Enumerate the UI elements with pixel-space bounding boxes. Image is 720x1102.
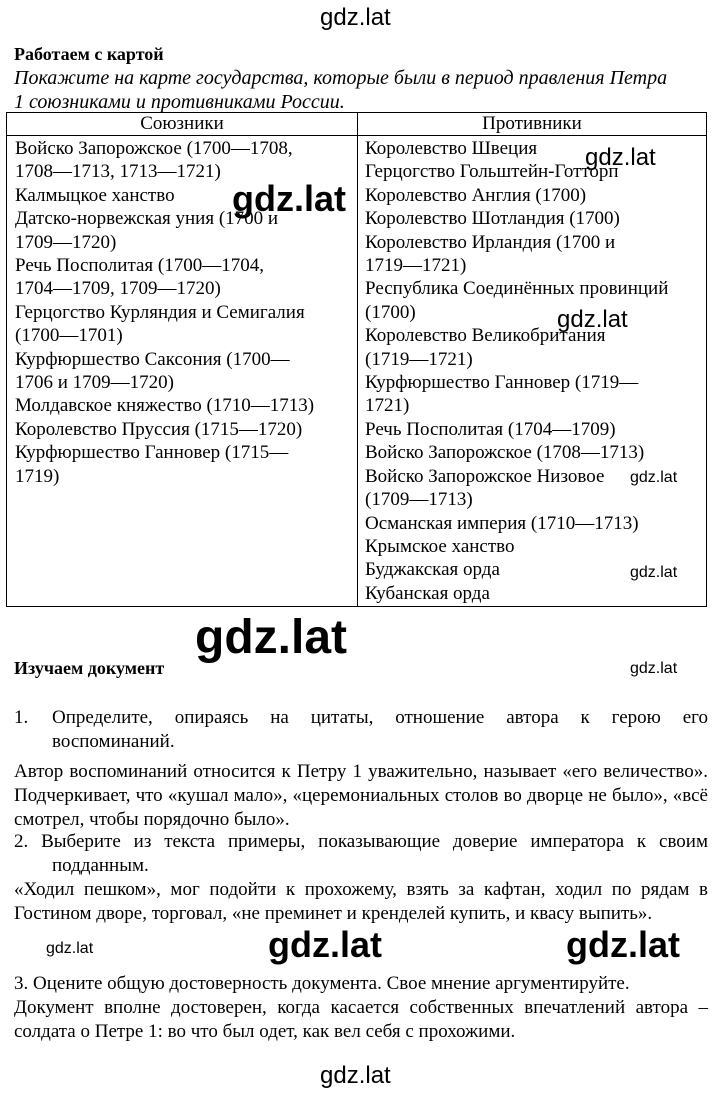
enemies-line: (1709—1713) <box>365 489 473 511</box>
enemies-line: 1719—1721) <box>365 255 467 277</box>
enemies-line: Войско Запорожское Низовое <box>365 465 605 487</box>
question-2-text: 2. Выберите из текста примеры, показывающие доверие императора к своим подданным. <box>14 831 708 876</box>
enemies-line: Королевство Великобритания <box>365 325 606 347</box>
watermark-table-3: gdz.lat <box>557 306 628 333</box>
allies-line: Курфюршество Саксония (1700— <box>15 348 290 370</box>
allies-line: Курфюршество Ганновер (1715— <box>15 442 289 464</box>
allies-line: 1719) <box>15 465 60 487</box>
enemies-line: Королевство Швеция <box>365 138 538 159</box>
enemies-line: Буджакская орда <box>365 559 500 581</box>
watermark-bottom: gdz.lat <box>320 1062 391 1089</box>
watermark-big-center: gdz.lat <box>195 611 347 664</box>
map-section-title: Работаем с картой <box>14 44 164 64</box>
watermark-table-2: gdz.lat <box>232 178 346 219</box>
question-1-line-2: воспоминаний. <box>52 731 175 752</box>
enemies-line: Кубанская орда <box>365 582 490 604</box>
question-3: 3. Оцените общую достоверность документа. Свое мнение аргументируйте. <box>14 973 630 994</box>
enemies-line: Речь Посполитая (1704—1709) <box>365 418 616 440</box>
enemies-line: (1700) <box>365 301 416 323</box>
allies-line: 1708—1713, 1713—1721) <box>15 161 221 183</box>
question-1-number: 1. <box>14 707 29 728</box>
allies-line: Молдавское княжество (1710—1713) <box>15 395 315 417</box>
allies-line: Калмыцкое ханство <box>15 184 175 206</box>
enemies-line: Республика Соединённых провинций <box>365 278 669 300</box>
enemies-line: Королевство Шотландия (1700) <box>365 208 620 230</box>
answer-3: Документ вполне достоверен, когда касается собственных впечатлений автора – солдата о Петре 1: во что был одет, как вел себя с прохожими. <box>14 997 708 1042</box>
enemies-line: Герцогство Гольштейн-Готторп <box>365 161 619 183</box>
answer-1: Автор воспоминаний относится к Петру 1 уважительно, называет «его величество». Подчеркивает, что «кушал мало», «церемониальных столов во дворце не было», «всё смотрел, чтобы порядочно было». <box>14 761 708 830</box>
enemies-line: Османская империя (1710—1713) <box>365 512 639 534</box>
watermark-doc-mid: gdz.lat <box>268 924 382 965</box>
enemies-line: Королевство Англия (1700) <box>365 184 587 206</box>
allies-line: Речь Посполитая (1700—1704, <box>15 255 264 277</box>
allies-line: (1700—1701) <box>15 325 123 347</box>
map-task-line-2: 1 союзниками и противниками России. <box>14 91 345 113</box>
question-1 <box>14 706 708 754</box>
watermark-table-1: gdz.lat <box>585 144 656 171</box>
allies-enemies-table <box>6 112 707 607</box>
table-column-divider <box>357 113 358 606</box>
allies-line: 1704—1709, 1709—1720) <box>15 278 221 300</box>
enemies-line: Крымское ханство <box>365 535 515 557</box>
watermark-doc-right-big: gdz.lat <box>566 924 680 965</box>
table-header-divider <box>7 135 706 136</box>
watermark-doc-right: gdz.lat <box>630 660 678 677</box>
enemies-line: 1721) <box>365 395 410 417</box>
allies-line: Королевство Пруссия (1715—1720) <box>15 418 303 440</box>
map-task-line-1: Покажите на карте государства, которые были в период правления Петра <box>14 67 668 89</box>
question-1-line-1: Определите, опираясь на цитаты, отношение автора к герою его <box>52 707 708 728</box>
table-header-allies: Союзники <box>140 113 224 134</box>
allies-line: Герцогство Курляндия и Семигалия <box>15 301 305 323</box>
watermark-table-4: gdz.lat <box>630 469 678 486</box>
allies-line: Датско-норвежская уния (1700 и <box>15 208 279 230</box>
enemies-list <box>365 137 703 605</box>
answer-2: «Ходил пешком», мог подойти к прохожему, взять за кафтан, ходил по рядам в Гостином дворе, торговал, «не преминет и кренделей купить, и квасу выпить». <box>14 879 708 924</box>
enemies-line: Войско Запорожское (1708—1713) <box>365 442 645 464</box>
question-2 <box>14 830 708 878</box>
enemies-line: (1719—1721) <box>365 348 473 370</box>
map-task <box>14 66 704 114</box>
watermark-doc-small: gdz.lat <box>46 940 94 957</box>
table-header-enemies: Противники <box>482 113 582 134</box>
watermark-table-5: gdz.lat <box>630 564 678 581</box>
allies-line: 1709—1720) <box>15 231 117 253</box>
allies-line: Войско Запорожское (1700—1708, <box>15 138 293 159</box>
enemies-line: Королевство Ирландия (1700 и <box>365 231 616 253</box>
allies-line: 1706 и 1709—1720) <box>15 372 174 394</box>
watermark-top: gdz.lat <box>320 4 391 31</box>
enemies-line: Курфюршество Ганновер (1719— <box>365 372 639 394</box>
doc-section-title: Изучаем документ <box>14 658 165 678</box>
